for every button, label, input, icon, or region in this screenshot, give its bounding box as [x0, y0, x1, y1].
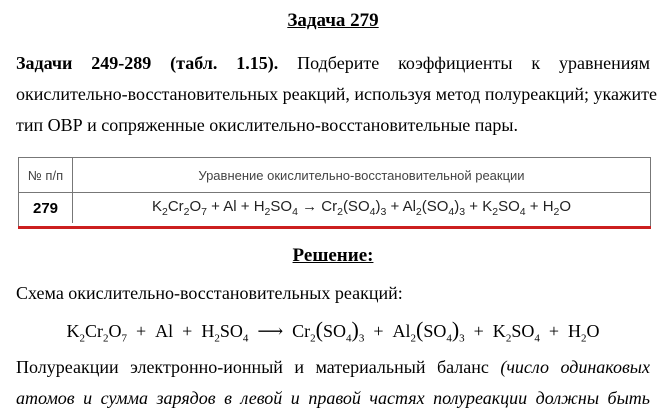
statement-line-3: тип ОВР и сопряженные окислительно-восстановительные пары. [16, 115, 518, 135]
statement-line-1 [16, 48, 650, 79]
task-title: Задача 279 [287, 10, 379, 31]
half-reactions-line-1 [16, 352, 650, 383]
task-statement [16, 48, 657, 141]
row-number: 279 [19, 193, 73, 223]
half-reactions-italic-2: атомов и сумма зарядов в левой и правой частях полуреакции должны быть [16, 388, 650, 408]
half-reactions-line-2 [16, 383, 650, 414]
reaction-table [18, 157, 651, 227]
reaction-equation-text: $K_2Cr_2O_7 + Al + H_2SO_4$ ⟶ $Cr_2(SO_4)_3 + Al_2(SO_4)_3 + K_2SO_4 + H_2O$ [66, 317, 600, 345]
half-reactions-normal: Полуреакции электронно-ионный и материальный баланс [16, 357, 501, 377]
task-range-label: Задачи 249-289 (табл. 1.15). [16, 53, 279, 73]
table-row [19, 193, 650, 223]
table-bottom-rule [18, 226, 651, 229]
reaction-equation [0, 317, 666, 345]
header-number: № п/п [19, 158, 73, 192]
scheme-label: Схема окислительно-восстановительных реакций: [16, 283, 403, 303]
half-reactions-italic-1: (число одинаковых [500, 357, 650, 377]
header-equation: Уравнение окислительно-восстановительной реакции [198, 167, 525, 183]
table-header-row [19, 158, 650, 193]
row-equation [73, 193, 650, 223]
row-equation-text: $K_2Cr_2O_7 + Al + H_2SO_4 \to Cr_2(SO_4)_3 + Al_2(SO_4)_3 + K_2SO_4 + H_2O$ [151, 198, 572, 218]
statement-line-2: окислительно-восстановительных реакций, используя метод полуреакций; укажите [16, 84, 657, 104]
solution-title: Решение: [292, 245, 374, 266]
half-reactions-text [16, 352, 650, 414]
statement-line-1-rest: Подберите коэффициенты к уравнениям [278, 53, 651, 73]
